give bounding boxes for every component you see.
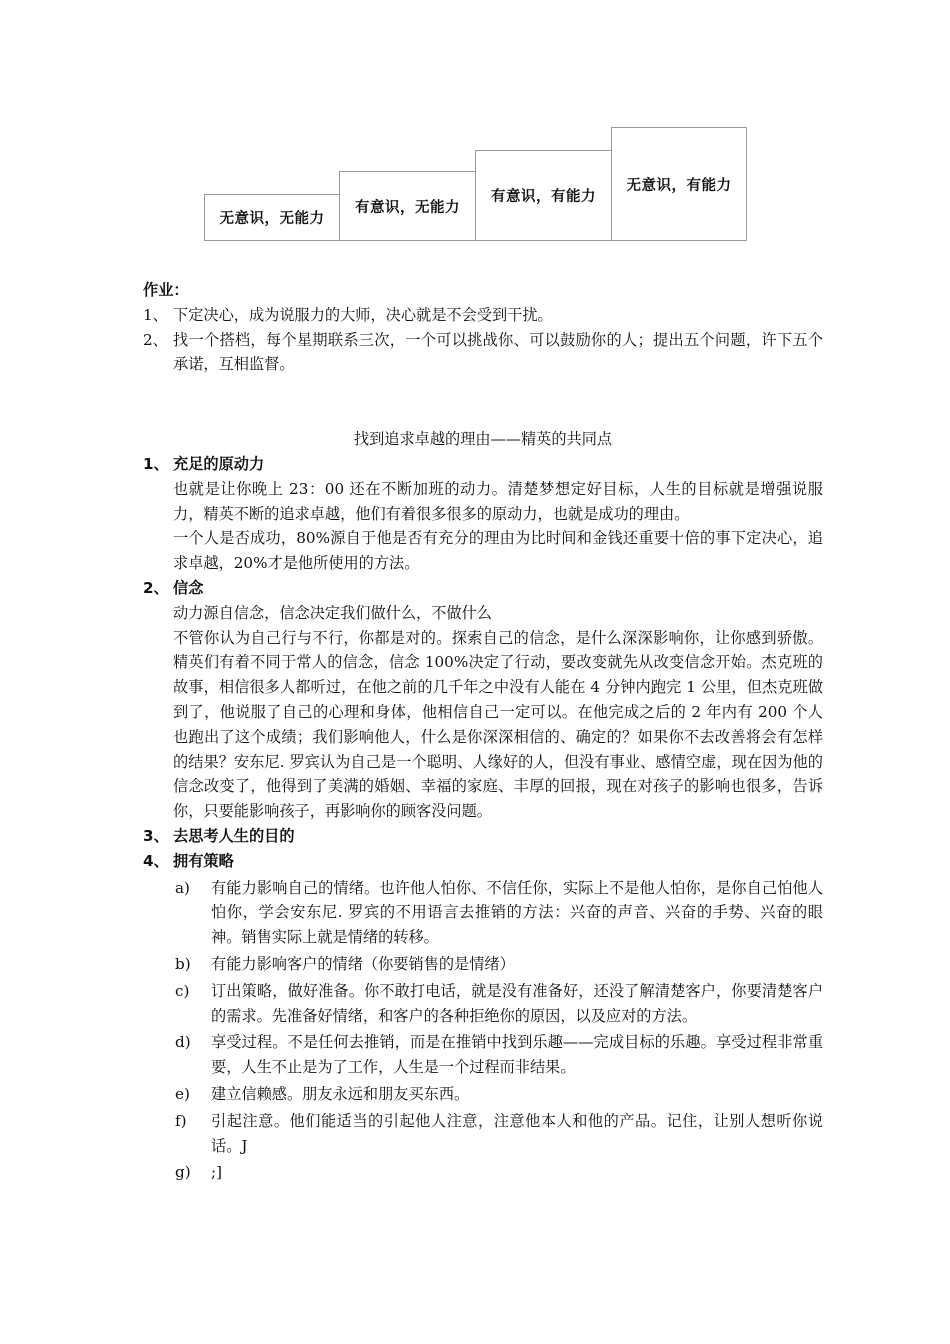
point-heading: [143, 824, 823, 849]
paragraph: 也就是让你晚上 23：00 还在不断加班的动力。清楚梦想定好目标，人生的目标就是增强说服力，精英不断的追求卓越，他们有着很多很多的原动力，也就是成功的理由。: [173, 479, 823, 523]
strategy-text: 有能力影响自己的情绪。也许他人怕你、不信任你，实际上不是他人怕你，是你自己怕他人怕你，学会安东尼. 罗宾的不用语言去推销的方法：兴奋的声音、兴奋的手势、兴奋的眼神。销售实际上就是情绪的转移。: [211, 878, 823, 947]
section-title: 找到追求卓越的理由——精英的共同点: [353, 430, 613, 449]
point-title: 去思考人生的目的: [173, 826, 295, 845]
stair-step-3: [475, 150, 612, 241]
strategy-letter: d): [175, 1033, 191, 1052]
item-text: 下定决心，成为说服力的大师，决心就是不会受到干扰。: [173, 305, 553, 324]
strategy-letter: e): [175, 1084, 190, 1103]
strategy-item: [143, 1030, 823, 1080]
point-number: 3、: [143, 826, 169, 845]
homework-title: 作业：: [143, 281, 189, 299]
stair-step-label: 无意识，有能力: [626, 177, 732, 194]
paragraph: 一个人是否成功，80%源自于他是否有充分的理由为比时间和金钱还重要十倍的事下定决心，追求卓越，20%才是他所使用的方法。: [173, 529, 823, 573]
point-title: 充足的原动力: [173, 454, 265, 473]
strategy-text: 引起注意。他们能适当的引起他人注意，注意他本人和他的产品。记住，让别人想听你说话。J: [211, 1111, 823, 1155]
stair-step-label: 无意识，无能力: [219, 211, 325, 227]
homework-item: [143, 303, 823, 328]
point-heading: [143, 452, 823, 477]
item-number: 2、: [143, 330, 168, 349]
stair-step-label: 有意识，有能力: [491, 189, 596, 205]
paragraph: 不管你认为自己行与不行，你都是对的。探索自己的信念，是什么深深影响你，让你感到骄傲。精英们有着不同于常人的信念，信念 100%决定了行动，要改变就先从改变信念开始。杰克班的故事，相信很多人都听过，在他之前的几千年之中没有人能在 4 分钟内跑完 1 公里，但杰克班做到了，他说服了自己的心理和身体，他相信自己一定可以。在他完成之后的 2 年内有 200 个人也跑出了这个成绩；我们影响他人，什么是你深深相信的、确定的？如果你不去改善将会有怎样的结果？安东尼. 罗宾认为自己是一个聪明、人缘好的人，但没有事业、感情空虚，现在因为他的信念改变了，他得到了美满的婚姻、幸福的家庭、丰厚的回报，现在对孩子的影响也很多，告诉你，只要能影响孩子，再影响你的顾客没问题。: [173, 628, 823, 821]
point-number: 2、: [143, 578, 169, 597]
strategy-item: [143, 952, 823, 977]
point-title: 信念: [173, 578, 204, 597]
strategy-item: [143, 876, 823, 950]
strategy-text: 享受过程。不是任何去推销，而是在推销中找到乐趣——完成目标的乐趣。享受过程非常重要，人生不止是为了工作，人生是一个过程而非结果。: [211, 1033, 823, 1077]
strategy-item: [143, 1160, 823, 1185]
document-body: [143, 278, 823, 1185]
strategy-item: [143, 1082, 823, 1107]
stair-step-1: [204, 194, 340, 241]
point-heading: [143, 849, 823, 874]
stair-step-label: 有意识，无能力: [355, 199, 460, 216]
item-text: 找一个搭档，每个星期联系三次，一个可以挑战你、可以鼓励你的人；提出五个问题，许下五个承诺，互相监督。: [173, 330, 823, 374]
point-number: 1、: [143, 454, 169, 473]
strategy-text: 订出策略，做好准备。你不敢打电话，就是没有准备好，还没了解清楚客户，你要清楚客户的需求。先准备好情绪，和客户的各种拒绝你的原因，以及应对的方法。: [211, 981, 823, 1025]
strategy-letter: a): [175, 878, 190, 897]
strategy-item: [143, 979, 823, 1029]
point-title: 拥有策略: [173, 851, 234, 870]
strategy-text: ;]: [211, 1163, 223, 1182]
strategy-letter: g): [175, 1163, 191, 1182]
strategy-text: 有能力影响客户的情绪（你要销售的是情绪）: [211, 954, 515, 973]
strategy-letter: c): [175, 981, 190, 1000]
homework-item: [143, 328, 823, 378]
stair-step-4: [611, 127, 747, 241]
strategy-letter: f): [175, 1111, 187, 1130]
point-heading: [143, 576, 823, 601]
point-number: 4、: [143, 851, 169, 870]
item-number: 1、: [143, 305, 168, 324]
paragraph: 动力源自信念，信念决定我们做什么，不做什么: [173, 603, 492, 622]
stair-step-2: [339, 171, 476, 241]
strategy-text: 建立信赖感。朋友永远和朋友买东西。: [211, 1084, 470, 1103]
strategy-item: [143, 1109, 823, 1159]
strategy-letter: b): [175, 954, 191, 973]
